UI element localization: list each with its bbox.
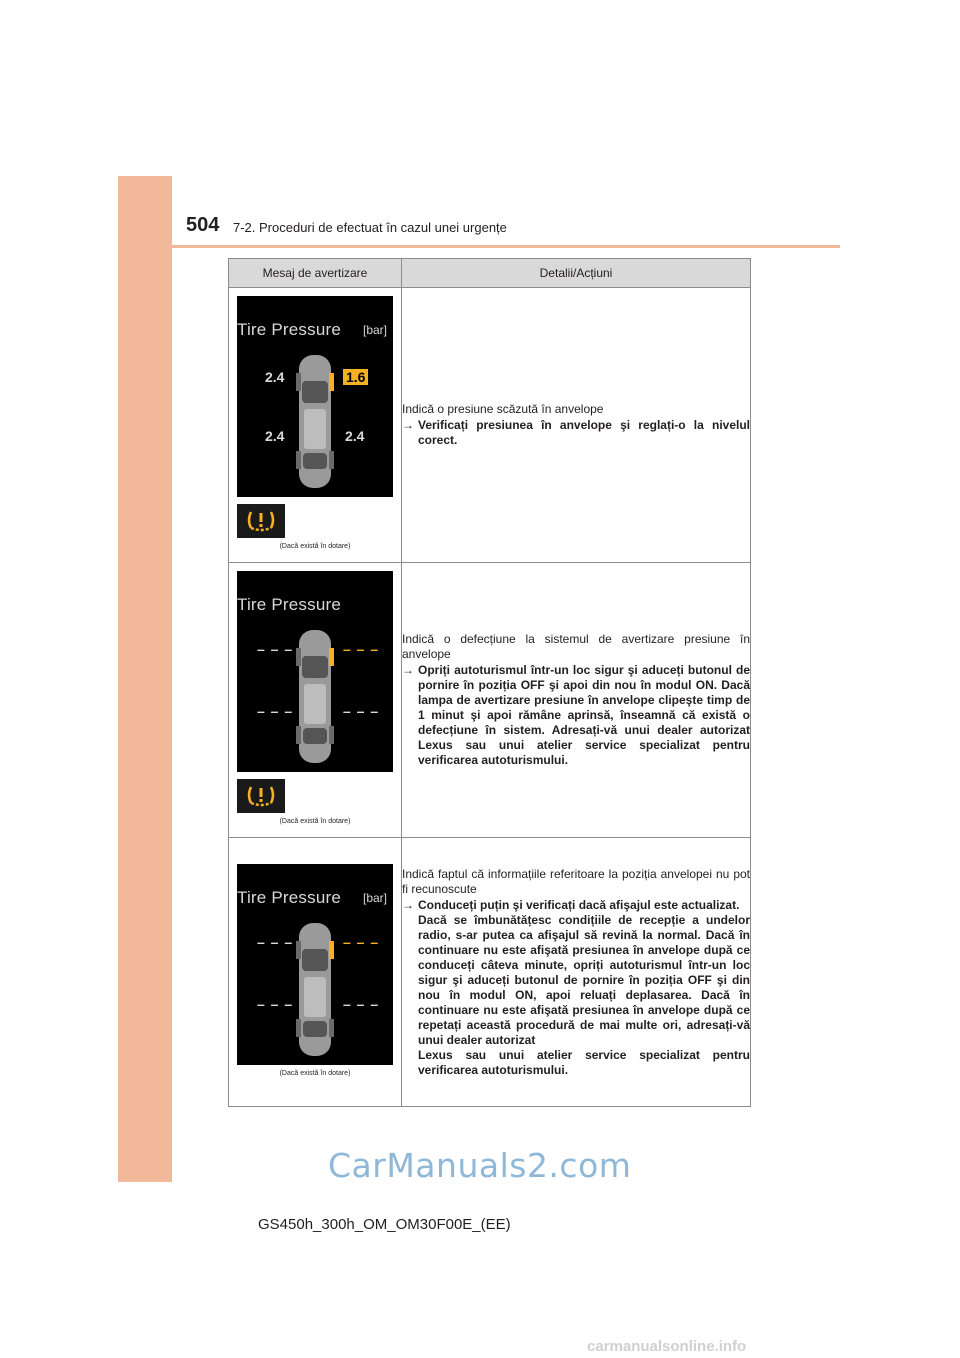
rear-left-value: 2.4 xyxy=(265,428,285,444)
availability-note: (Dacă există în dotare) xyxy=(279,543,351,550)
document-id: GS450h_300h_OM_OM30F00E_(EE) xyxy=(258,1216,511,1233)
site-watermark: carmanualsonline.info xyxy=(587,1338,747,1355)
details-cell xyxy=(402,563,751,838)
car-top-view-icon xyxy=(295,351,335,492)
screen-title: Tire Pressure xyxy=(237,595,341,614)
rear-left-value: – – – xyxy=(257,995,294,1012)
rear-right-value: 2.4 xyxy=(345,428,365,444)
table-row xyxy=(229,563,751,838)
screen-unit: [bar] xyxy=(362,890,387,905)
action-text: Verificați presiunea în anvelope şi reglați-o la nivelul corect. xyxy=(418,418,750,447)
description-text: Indică o presiune scăzută în anvelope xyxy=(402,402,604,416)
screen-title: Tire Pressure xyxy=(237,320,341,339)
rear-right-value: – – – xyxy=(343,995,380,1012)
availability-note: (Dacă există în dotare) xyxy=(279,1069,351,1077)
rear-right-value: – – – xyxy=(343,703,380,719)
details-cell xyxy=(402,288,751,563)
message-cell xyxy=(229,288,402,563)
action-item xyxy=(402,898,750,1078)
front-left-value: – – – xyxy=(257,933,294,950)
availability-note: (Dacă există în dotare) xyxy=(279,818,351,825)
rear-left-value: – – – xyxy=(257,703,294,719)
description-text: Indică o defecțiune la sistemul de avertizare presiune în anvelope xyxy=(402,632,750,661)
col-header-details: Detalii/Acțiuni xyxy=(402,259,751,288)
action-text: Conduceți puțin şi verificați dacă afişajul este actualizat. xyxy=(418,897,740,912)
tpms-warning-icon xyxy=(237,779,285,813)
watermark-text: CarManuals2.com xyxy=(328,1146,632,1185)
tire-pressure-screen xyxy=(237,296,393,497)
front-right-value: 1.6 xyxy=(343,369,368,385)
tire-pressure-screen xyxy=(237,864,393,1065)
table-row xyxy=(229,838,751,1107)
front-right-value: – – – xyxy=(343,641,380,657)
col-header-message: Mesaj de avertizare xyxy=(229,259,402,288)
table-header-row xyxy=(229,259,751,288)
arrow-icon: → xyxy=(402,897,414,912)
screen-unit: [bar] xyxy=(362,323,387,337)
arrow-icon: → xyxy=(402,418,414,432)
tpms-warning-icon xyxy=(237,504,285,538)
warning-table xyxy=(228,258,751,1107)
action-text-final: Lexus sau unui atelier service specializat pentru verificarea autoturismului. xyxy=(418,1047,750,1077)
car-top-view-icon xyxy=(295,919,335,1060)
message-cell xyxy=(229,838,402,1107)
front-right-value: – – – xyxy=(343,933,380,950)
table-row xyxy=(229,288,751,563)
chapter-sidebar xyxy=(118,176,172,1182)
tire-pressure-screen xyxy=(237,571,393,772)
header-rule xyxy=(172,245,840,248)
section-title: 7-2. Proceduri de efectuat în cazul unei urgențe xyxy=(233,220,507,235)
message-cell xyxy=(229,563,402,838)
car-top-view-icon xyxy=(295,626,335,767)
page-number: 504 xyxy=(186,214,220,236)
screen-title: Tire Pressure xyxy=(237,887,341,907)
arrow-icon: → xyxy=(402,663,414,677)
front-left-value: – – – xyxy=(257,641,294,657)
action-text-continued: Dacă se îmbunătățesc condițiile de recepție a undelor radio, s-ar putea ca afişajul să revină la normal. Dacă în continuare nu este afişată presiunea în anvelope după ce conduceți câteva minute, opriți autoturismul într-un loc sigur şi aduceți butonul de pornire în poziția OFF şi din nou în modul ON, apoi reluați deplasarea. Dacă în continuare nu este afişată presiunea în anvelope după ce repetați această procedură de mai multe ori, adresați-vă unui dealer autorizat xyxy=(418,912,750,1047)
action-item xyxy=(402,418,750,448)
front-left-value: 2.4 xyxy=(265,369,285,385)
details-cell xyxy=(402,838,751,1107)
description-text: Indică faptul că informațiile referitoare la poziția anvelopei nu pot fi recunoscute xyxy=(402,866,750,896)
action-text: Opriți autoturismul într-un loc sigur şi aduceți butonul de pornire în poziția OFF şi apoi din nou în modul ON. Dacă lampa de avertizare presiune în anvelope clipeşte timp de 1 minut şi apoi rămâne aprinsă, înseamnă că există o defecțiune în sistem. Adresați-vă unui dealer autorizat Lexus sau unui atelier service specializat pentru verificarea autoturismului. xyxy=(418,663,750,767)
action-item xyxy=(402,663,750,768)
